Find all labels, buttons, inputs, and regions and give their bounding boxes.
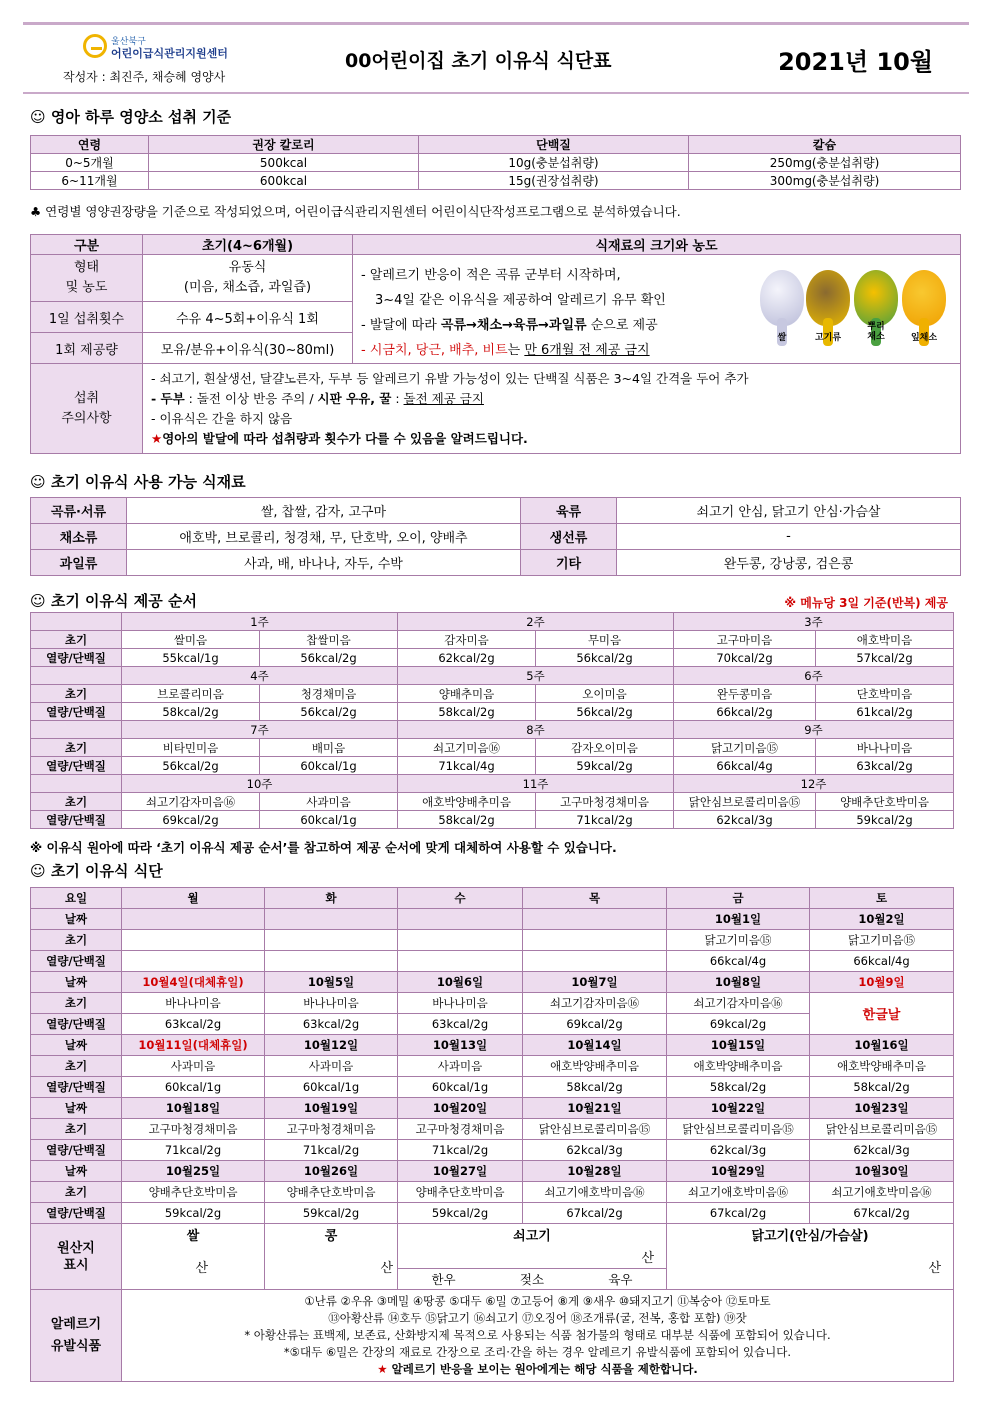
- menu-cell: 고구마청경채미음: [536, 793, 674, 811]
- kcal-cell: 56kcal/2g: [122, 757, 260, 775]
- kcal-cell: 66kcal/4g: [674, 757, 816, 775]
- menu-table: [30, 887, 954, 1382]
- col-header: 연령: [31, 136, 149, 154]
- kcal-cell: 58kcal/2g: [810, 1077, 954, 1098]
- kcal-cell: 66kcal/4g: [667, 951, 810, 972]
- date-cell: 10월23일: [810, 1098, 954, 1119]
- day-header: 금: [667, 888, 810, 909]
- category-label: 기타: [521, 550, 617, 576]
- week-header: 2주: [398, 613, 674, 631]
- page-header: [23, 28, 969, 88]
- origin-beef: 쇠고기: [398, 1224, 667, 1245]
- caution4b: 영아의 발달에 따라 섭취량과 횟수가 다를 수 있음을 알려드립니다.: [162, 430, 528, 446]
- beef-jeoso: 젖소: [519, 1272, 545, 1287]
- kcal-cell: 71kcal/4g: [398, 757, 536, 775]
- origin-rice: 쌀: [122, 1224, 265, 1245]
- category-label: 과일류: [31, 550, 127, 576]
- row-label: 1일 섭취횟수: [31, 302, 143, 333]
- date-cell: 10월28일: [523, 1161, 667, 1182]
- row-label: 열량/단백질: [31, 649, 122, 667]
- day-header: 화: [265, 888, 398, 909]
- row-label: 초기: [31, 993, 122, 1014]
- star-icon: ★: [377, 1362, 388, 1376]
- kcal-cell: 60kcal/1g: [260, 811, 398, 829]
- row-label: 형태 및 농도: [31, 255, 143, 302]
- beef-yukwoo: 육우: [608, 1272, 633, 1287]
- menu-cell: 고구마청경채미음: [398, 1119, 523, 1140]
- kcal-cell: 58kcal/2g: [667, 1077, 810, 1098]
- row-label: 날짜: [31, 1161, 122, 1182]
- day-header: 목: [523, 888, 667, 909]
- size-line4b: 는: [507, 343, 525, 358]
- kcal-cell: 57kcal/2g: [816, 649, 954, 667]
- caution2a: - 두부: [151, 390, 185, 406]
- size-line1: - 알레르기 반응이 적은 곡류 군부터 시작하며,: [361, 268, 621, 283]
- date-cell: 10월13일: [398, 1035, 523, 1056]
- row-label: 초기: [31, 1119, 122, 1140]
- week-header: 7주: [122, 721, 398, 739]
- week-header: 6주: [674, 667, 954, 685]
- menu-cell: 완두콩미음: [674, 685, 816, 703]
- menu-cell: 사과미음: [398, 1056, 523, 1077]
- row-label: 초기: [31, 793, 122, 811]
- top-rule: [23, 22, 969, 25]
- cell: 600kcal: [149, 172, 419, 190]
- caution-line4: [151, 429, 960, 449]
- spoon-label: 쌀: [777, 333, 787, 343]
- kcal-cell: 60kcal/1g: [398, 1077, 523, 1098]
- banned-rule: 만 6개월 전 제공 금지: [524, 343, 650, 358]
- kcal-cell: 59kcal/2g: [816, 811, 954, 829]
- section-title-menu: ☺ 초기 이유식 식단: [30, 862, 163, 880]
- date-cell: 10월9일: [810, 972, 954, 993]
- menu-cell: 쇠고기감자미음⑯: [667, 993, 810, 1014]
- kcal-cell: 56kcal/2g: [260, 649, 398, 667]
- logo-line1: 울산북구: [111, 37, 146, 47]
- date-cell: [122, 909, 265, 930]
- cell: 250mg(충분섭취량): [689, 154, 961, 172]
- day-header: 월: [122, 888, 265, 909]
- category-items: 쌀, 찹쌀, 감자, 고구마: [127, 498, 521, 524]
- section-title-nutrition: ☺ 영아 하루 영양소 섭취 기준: [30, 108, 232, 126]
- kcal-cell: 58kcal/2g: [122, 703, 260, 721]
- col-header: 초기(4~6개월): [143, 235, 353, 255]
- week-header: 5주: [398, 667, 674, 685]
- week-header: 4주: [122, 667, 398, 685]
- menu-cell: 쇠고기애호박미음⑯: [810, 1182, 954, 1203]
- allergy-line3: * 아황산류는 표백제, 보존료, 산화방지제 목적으로 사용되는 식품 첨가물의 형태로 대부분 식품에 포함되어 있습니다.: [244, 1328, 831, 1342]
- date-cell: 10월2일: [810, 909, 954, 930]
- page-date: 2021년 10월: [778, 48, 933, 76]
- kcal-cell: 69kcal/2g: [122, 811, 260, 829]
- star-icon: ★: [151, 430, 163, 446]
- date-cell: 10월20일: [398, 1098, 523, 1119]
- kcal-cell: 63kcal/2g: [265, 1014, 398, 1035]
- header-rule: [23, 92, 969, 94]
- kcal-cell: 59kcal/2g: [536, 757, 674, 775]
- kcal-cell: 67kcal/2g: [667, 1203, 810, 1224]
- cell: 6~11개월: [31, 172, 149, 190]
- spoon-label: 뿌리 채소: [867, 322, 885, 342]
- menu-cell: 쇠고기애호박미음⑯: [667, 1182, 810, 1203]
- smile-logo-icon: [83, 34, 107, 58]
- origin-beef-country: 산: [398, 1245, 667, 1269]
- allergy-line5b: 알레르기 반응을 보이는 원아에게는 해당 식품을 제한합니다.: [387, 1362, 698, 1376]
- day-header: 토: [810, 888, 954, 909]
- row-label: 초기: [31, 685, 122, 703]
- row-label: 날짜: [31, 909, 122, 930]
- col-header: 식재료의 크기와 농도: [353, 235, 961, 255]
- nutrition-table: [30, 135, 961, 190]
- origin-label: 원산지 표시: [31, 1224, 122, 1290]
- kcal-cell: 56kcal/2g: [536, 703, 674, 721]
- kcal-cell: 63kcal/2g: [816, 757, 954, 775]
- kcal-cell: 61kcal/2g: [816, 703, 954, 721]
- leaf-veg-spoon-image: [902, 270, 946, 343]
- form-value-line2: (미음, 채소즙, 과일즙): [183, 280, 312, 296]
- category-label: 육류: [521, 498, 617, 524]
- caution2e: 돌전 제공 금지: [403, 390, 484, 406]
- section-title-ingredients: ☺ 초기 이유식 사용 가능 식재료: [30, 473, 246, 491]
- menu-cell: 감자오이미음: [536, 739, 674, 757]
- kcal-cell: 60kcal/1g: [122, 1077, 265, 1098]
- kcal-cell: 66kcal/4g: [810, 951, 954, 972]
- beef-hanwoo: 한우: [431, 1272, 456, 1287]
- category-items: 쇠고기 안심, 닭고기 안심·가슴살: [617, 498, 961, 524]
- week-header: 11주: [398, 775, 674, 793]
- menu-cell: 닭고기미음⑮: [667, 930, 810, 951]
- freq-value: 수유 4~5회+이유식 1회: [143, 302, 353, 333]
- origin-bean-country: 산: [265, 1245, 398, 1290]
- menu-cell: 바나나미음: [398, 993, 523, 1014]
- date-cell: 10월8일: [667, 972, 810, 993]
- day-header: 수: [398, 888, 523, 909]
- menu-cell: 애호박미음: [816, 631, 954, 649]
- cell: 500kcal: [149, 154, 419, 172]
- menu-cell: 애호박양배추미음: [810, 1056, 954, 1077]
- kcal-cell: 67kcal/2g: [523, 1203, 667, 1224]
- menu-cell: 브로콜리미음: [122, 685, 260, 703]
- row-label: 열량/단백질: [31, 1014, 122, 1035]
- allergy-line2: ⑬아황산류 ⑭호두 ⑮닭고기 ⑯쇠고기 ⑰오징어 ⑱조개류(굴, 전복, 홍합 포함) ⑲잣: [328, 1311, 747, 1325]
- row-label: 열량/단백질: [31, 1140, 122, 1161]
- caution2b: : 돌전 이상 반응 주의 /: [184, 390, 318, 406]
- menu-cell: 오이미음: [536, 685, 674, 703]
- date-cell: 10월16일: [810, 1035, 954, 1056]
- kcal-cell: 62kcal/3g: [674, 811, 816, 829]
- date-cell: [523, 909, 667, 930]
- menu-cell: 무미음: [536, 631, 674, 649]
- order-footnote: ※ 이유식 원아에 따라 ‘초기 이유식 제공 순서’를 참고하여 제공 순서에 맞게 대체하여 사용할 수 있습니다.: [30, 840, 617, 855]
- row-label: 초기: [31, 631, 122, 649]
- kcal-cell: 62kcal/2g: [398, 649, 536, 667]
- date-cell: 10월5일: [265, 972, 398, 993]
- kcal-cell: 63kcal/2g: [398, 1014, 523, 1035]
- category-label: 채소류: [31, 524, 127, 550]
- corner-cell: [31, 667, 122, 685]
- size-line3c: 순으로 제공: [586, 318, 658, 333]
- origin-rice-country: 산: [122, 1245, 265, 1290]
- kcal-cell: 71kcal/2g: [398, 1140, 523, 1161]
- category-label: 곡류·서류: [31, 498, 127, 524]
- banned-veg: - 시금치, 당근, 배추, 비트: [361, 343, 508, 358]
- row-label: 1회 제공량: [31, 333, 143, 364]
- date-cell: 10월15일: [667, 1035, 810, 1056]
- menu-cell: 양배추단호박미음: [265, 1182, 398, 1203]
- kcal-cell: 55kcal/1g: [122, 649, 260, 667]
- allergy-line4: *⑤대두 ⑥밀은 간장의 재료로 간장으로 조리·간을 하는 경우 알레르기 유발식품에 포함되어 있습니다.: [283, 1345, 792, 1359]
- form-value-line1: 유동식: [228, 260, 267, 276]
- cell: 300mg(충분섭취량): [689, 172, 961, 190]
- week-header: 8주: [398, 721, 674, 739]
- caution2c: 시판 우유, 꿀: [317, 390, 392, 406]
- row-label: 열량/단백질: [31, 951, 122, 972]
- spoon-label: 고기류: [814, 333, 842, 343]
- meat-spoon-image: [806, 270, 850, 343]
- kcal-cell: 60kcal/1g: [265, 1077, 398, 1098]
- row-label: 섭취 주의사항: [31, 364, 143, 454]
- author: 작성자 : 최진주, 채승혜 영양사: [63, 70, 226, 84]
- date-cell: 10월30일: [810, 1161, 954, 1182]
- kcal-cell: 62kcal/3g: [667, 1140, 810, 1161]
- date-cell: 10월21일: [523, 1098, 667, 1119]
- kcal-cell: 59kcal/2g: [265, 1203, 398, 1224]
- kcal-cell: 71kcal/2g: [536, 811, 674, 829]
- date-cell: [265, 909, 398, 930]
- kcal-cell: 63kcal/2g: [122, 1014, 265, 1035]
- kcal-cell: 70kcal/2g: [674, 649, 816, 667]
- menu-cell: 배미음: [260, 739, 398, 757]
- menu-cell: 쇠고기미음⑯: [398, 739, 536, 757]
- kcal-cell: 69kcal/2g: [523, 1014, 667, 1035]
- kcal-cell: 71kcal/2g: [265, 1140, 398, 1161]
- allergy-label: 알레르기 유발식품: [31, 1290, 122, 1382]
- week-header: 1주: [122, 613, 398, 631]
- menu-cell: 바나나미음: [122, 993, 265, 1014]
- kcal-cell: 56kcal/2g: [260, 703, 398, 721]
- col-header: 단백질: [419, 136, 689, 154]
- menu-cell: 양배추단호박미음: [398, 1182, 523, 1203]
- menu-cell: 사과미음: [265, 1056, 398, 1077]
- kcal-cell: 59kcal/2g: [122, 1203, 265, 1224]
- menu-cell: 애호박양배추미음: [523, 1056, 667, 1077]
- amount-value: 모유/분유+이유식(30~80ml): [143, 333, 353, 364]
- row-label: 초기: [31, 1182, 122, 1203]
- week-header: 3주: [674, 613, 954, 631]
- kcal-cell: [523, 951, 667, 972]
- row-label: 날짜: [31, 1098, 122, 1119]
- date-cell: 10월26일: [265, 1161, 398, 1182]
- category-items: 애호박, 브로콜리, 청경채, 무, 단호박, 오이, 양배추: [127, 524, 521, 550]
- corner-cell: [31, 775, 122, 793]
- caution-line3: - 이유식은 간을 하지 않음: [151, 410, 293, 426]
- kcal-cell: 67kcal/2g: [810, 1203, 954, 1224]
- col-header: 권장 칼로리: [149, 136, 419, 154]
- ingredients-table: [30, 497, 961, 576]
- spoon-label: 잎채소: [910, 333, 938, 343]
- menu-cell: 사과미음: [122, 1056, 265, 1077]
- date-cell: 10월12일: [265, 1035, 398, 1056]
- logo-line2: 어린이급식관리지원센터: [111, 47, 228, 60]
- order-table: [30, 612, 954, 829]
- day-header: 요일: [31, 888, 122, 909]
- date-cell: 10월7일: [523, 972, 667, 993]
- row-label: 열량/단백질: [31, 811, 122, 829]
- cell: 0~5개월: [31, 154, 149, 172]
- menu-cell: 닭고기미음⑮: [674, 739, 816, 757]
- menu-cell: 고구마미음: [674, 631, 816, 649]
- caution-text: [143, 364, 961, 454]
- allergy-line5: [122, 1361, 953, 1378]
- row-label: 열량/단백질: [31, 703, 122, 721]
- menu-cell: [122, 930, 265, 951]
- menu-cell: 바나나미음: [265, 993, 398, 1014]
- rice-spoon-image: [760, 270, 804, 343]
- size-line3a: - 발달에 따라: [361, 318, 441, 333]
- col-header: 칼슘: [689, 136, 961, 154]
- menu-cell: 양배추단호박미음: [122, 1182, 265, 1203]
- date-cell: 10월25일: [122, 1161, 265, 1182]
- caution-line2: [151, 389, 960, 409]
- origin-chicken-country: 산: [667, 1245, 954, 1290]
- menu-cell: 닭안심브로콜리미음⑮: [667, 1119, 810, 1140]
- date-cell: 10월27일: [398, 1161, 523, 1182]
- row-label: 열량/단백질: [31, 1077, 122, 1098]
- section-title-order: ☺ 초기 이유식 제공 순서: [30, 592, 197, 610]
- corner-cell: [31, 721, 122, 739]
- date-cell: 10월4일(대체휴일): [122, 972, 265, 993]
- date-cell: 10월11일(대체휴일): [122, 1035, 265, 1056]
- row-label: 날짜: [31, 1035, 122, 1056]
- row-label: 날짜: [31, 972, 122, 993]
- menu-cell: 쇠고기애호박미음⑯: [523, 1182, 667, 1203]
- beef-types: [398, 1269, 667, 1290]
- category-items: 사과, 배, 바나나, 자두, 수박: [127, 550, 521, 576]
- menu-cell: 청경채미음: [260, 685, 398, 703]
- kcal-cell: 58kcal/2g: [398, 811, 536, 829]
- kcal-cell: [265, 951, 398, 972]
- caution2d: :: [391, 390, 404, 406]
- menu-cell: 닭안심브로콜리미음⑮: [810, 1119, 954, 1140]
- menu-cell: 애호박양배추미음: [667, 1056, 810, 1077]
- kcal-cell: 69kcal/2g: [667, 1014, 810, 1035]
- center-logo: [83, 34, 283, 68]
- menu-cell: 찹쌀미음: [260, 631, 398, 649]
- date-cell: 10월22일: [667, 1098, 810, 1119]
- menu-cell: [398, 930, 523, 951]
- menu-cell: 애호박양배추미음: [398, 793, 536, 811]
- menu-cell: 비타민미음: [122, 739, 260, 757]
- kcal-cell: 62kcal/3g: [523, 1140, 667, 1161]
- menu-cell: 사과미음: [260, 793, 398, 811]
- menu-cell: 고구마청경채미음: [122, 1119, 265, 1140]
- nutrition-note: ♣ 연령별 영양권장량을 기준으로 작성되었으며, 어린이급식관리지원센터 어린이식단작성프로그램으로 분석하였습니다.: [30, 204, 681, 219]
- menu-cell: [265, 930, 398, 951]
- kcal-cell: 60kcal/1g: [260, 757, 398, 775]
- allergy-line1: ①난류 ②우유 ③메밀 ④땅콩 ⑤대두 ⑥밀 ⑦고등어 ⑧게 ⑨새우 ⑩돼지고기 ⑪복숭아 ⑫토마토: [304, 1294, 771, 1308]
- holiday-cell: 한글날: [810, 993, 954, 1035]
- kcal-cell: 58kcal/2g: [398, 703, 536, 721]
- form-value: [143, 255, 353, 302]
- menu-cell: 닭안심브로콜리미음⑮: [523, 1119, 667, 1140]
- date-cell: 10월6일: [398, 972, 523, 993]
- order-note: ※ 메뉴당 3일 기준(반복) 제공: [784, 596, 948, 610]
- kcal-cell: 66kcal/2g: [674, 703, 816, 721]
- cell: 10g(충분섭취량): [419, 154, 689, 172]
- corner-cell: [31, 613, 122, 631]
- allergy-text: [122, 1290, 954, 1382]
- menu-cell: 쇠고기감자미음⑯: [122, 793, 260, 811]
- kcal-cell: 58kcal/2g: [523, 1077, 667, 1098]
- cell: 15g(권장섭취량): [419, 172, 689, 190]
- kcal-cell: 56kcal/2g: [536, 649, 674, 667]
- menu-cell: 양배추미음: [398, 685, 536, 703]
- menu-cell: [523, 930, 667, 951]
- col-header: 구분: [31, 235, 143, 255]
- row-label: 초기: [31, 1056, 122, 1077]
- menu-cell: 양배추단호박미음: [816, 793, 954, 811]
- week-header: 9주: [674, 721, 954, 739]
- date-cell: 10월29일: [667, 1161, 810, 1182]
- origin-chicken: 닭고기(안심/가슴살): [667, 1224, 954, 1245]
- kcal-cell: 71kcal/2g: [122, 1140, 265, 1161]
- date-cell: [398, 909, 523, 930]
- origin-bean: 콩: [265, 1224, 398, 1245]
- week-header: 12주: [674, 775, 954, 793]
- category-items: 완두콩, 강낭콩, 검은콩: [617, 550, 961, 576]
- date-cell: 10월18일: [122, 1098, 265, 1119]
- week-header: 10주: [122, 775, 398, 793]
- menu-cell: 쇠고기감자미음⑯: [523, 993, 667, 1014]
- category-items: -: [617, 524, 961, 550]
- menu-cell: 닭안심브로콜리미음⑮: [674, 793, 816, 811]
- date-cell: 10월1일: [667, 909, 810, 930]
- page-title: 00어린이집 초기 이유식 식단표: [345, 50, 612, 72]
- menu-cell: 쌀미음: [122, 631, 260, 649]
- date-cell: 10월19일: [265, 1098, 398, 1119]
- size-line2: 3~4일 같은 이유식을 제공하여 알레르기 유무 확인: [375, 293, 666, 308]
- row-label: 초기: [31, 930, 122, 951]
- caution-line1: - 쇠고기, 흰살생선, 달걀노른자, 두부 등 알레르기 유발 가능성이 있는 단백질 식품은 3~4일 간격을 두어 추가: [151, 370, 749, 386]
- menu-cell: 바나나미음: [816, 739, 954, 757]
- menu-cell: 고구마청경채미음: [265, 1119, 398, 1140]
- kcal-cell: [122, 951, 265, 972]
- menu-cell: 단호박미음: [816, 685, 954, 703]
- row-label: 초기: [31, 739, 122, 757]
- spoon-images: [760, 270, 950, 350]
- menu-cell: 감자미음: [398, 631, 536, 649]
- size-order: 곡류→채소→육류→과일류: [440, 318, 587, 333]
- root-veg-spoon-image: [854, 270, 898, 342]
- kcal-cell: 59kcal/2g: [398, 1203, 523, 1224]
- kcal-cell: [398, 951, 523, 972]
- row-label: 열량/단백질: [31, 1203, 122, 1224]
- kcal-cell: 62kcal/3g: [810, 1140, 954, 1161]
- category-label: 생선류: [521, 524, 617, 550]
- date-cell: 10월14일: [523, 1035, 667, 1056]
- menu-cell: 닭고기미음⑮: [810, 930, 954, 951]
- row-label: 열량/단백질: [31, 757, 122, 775]
